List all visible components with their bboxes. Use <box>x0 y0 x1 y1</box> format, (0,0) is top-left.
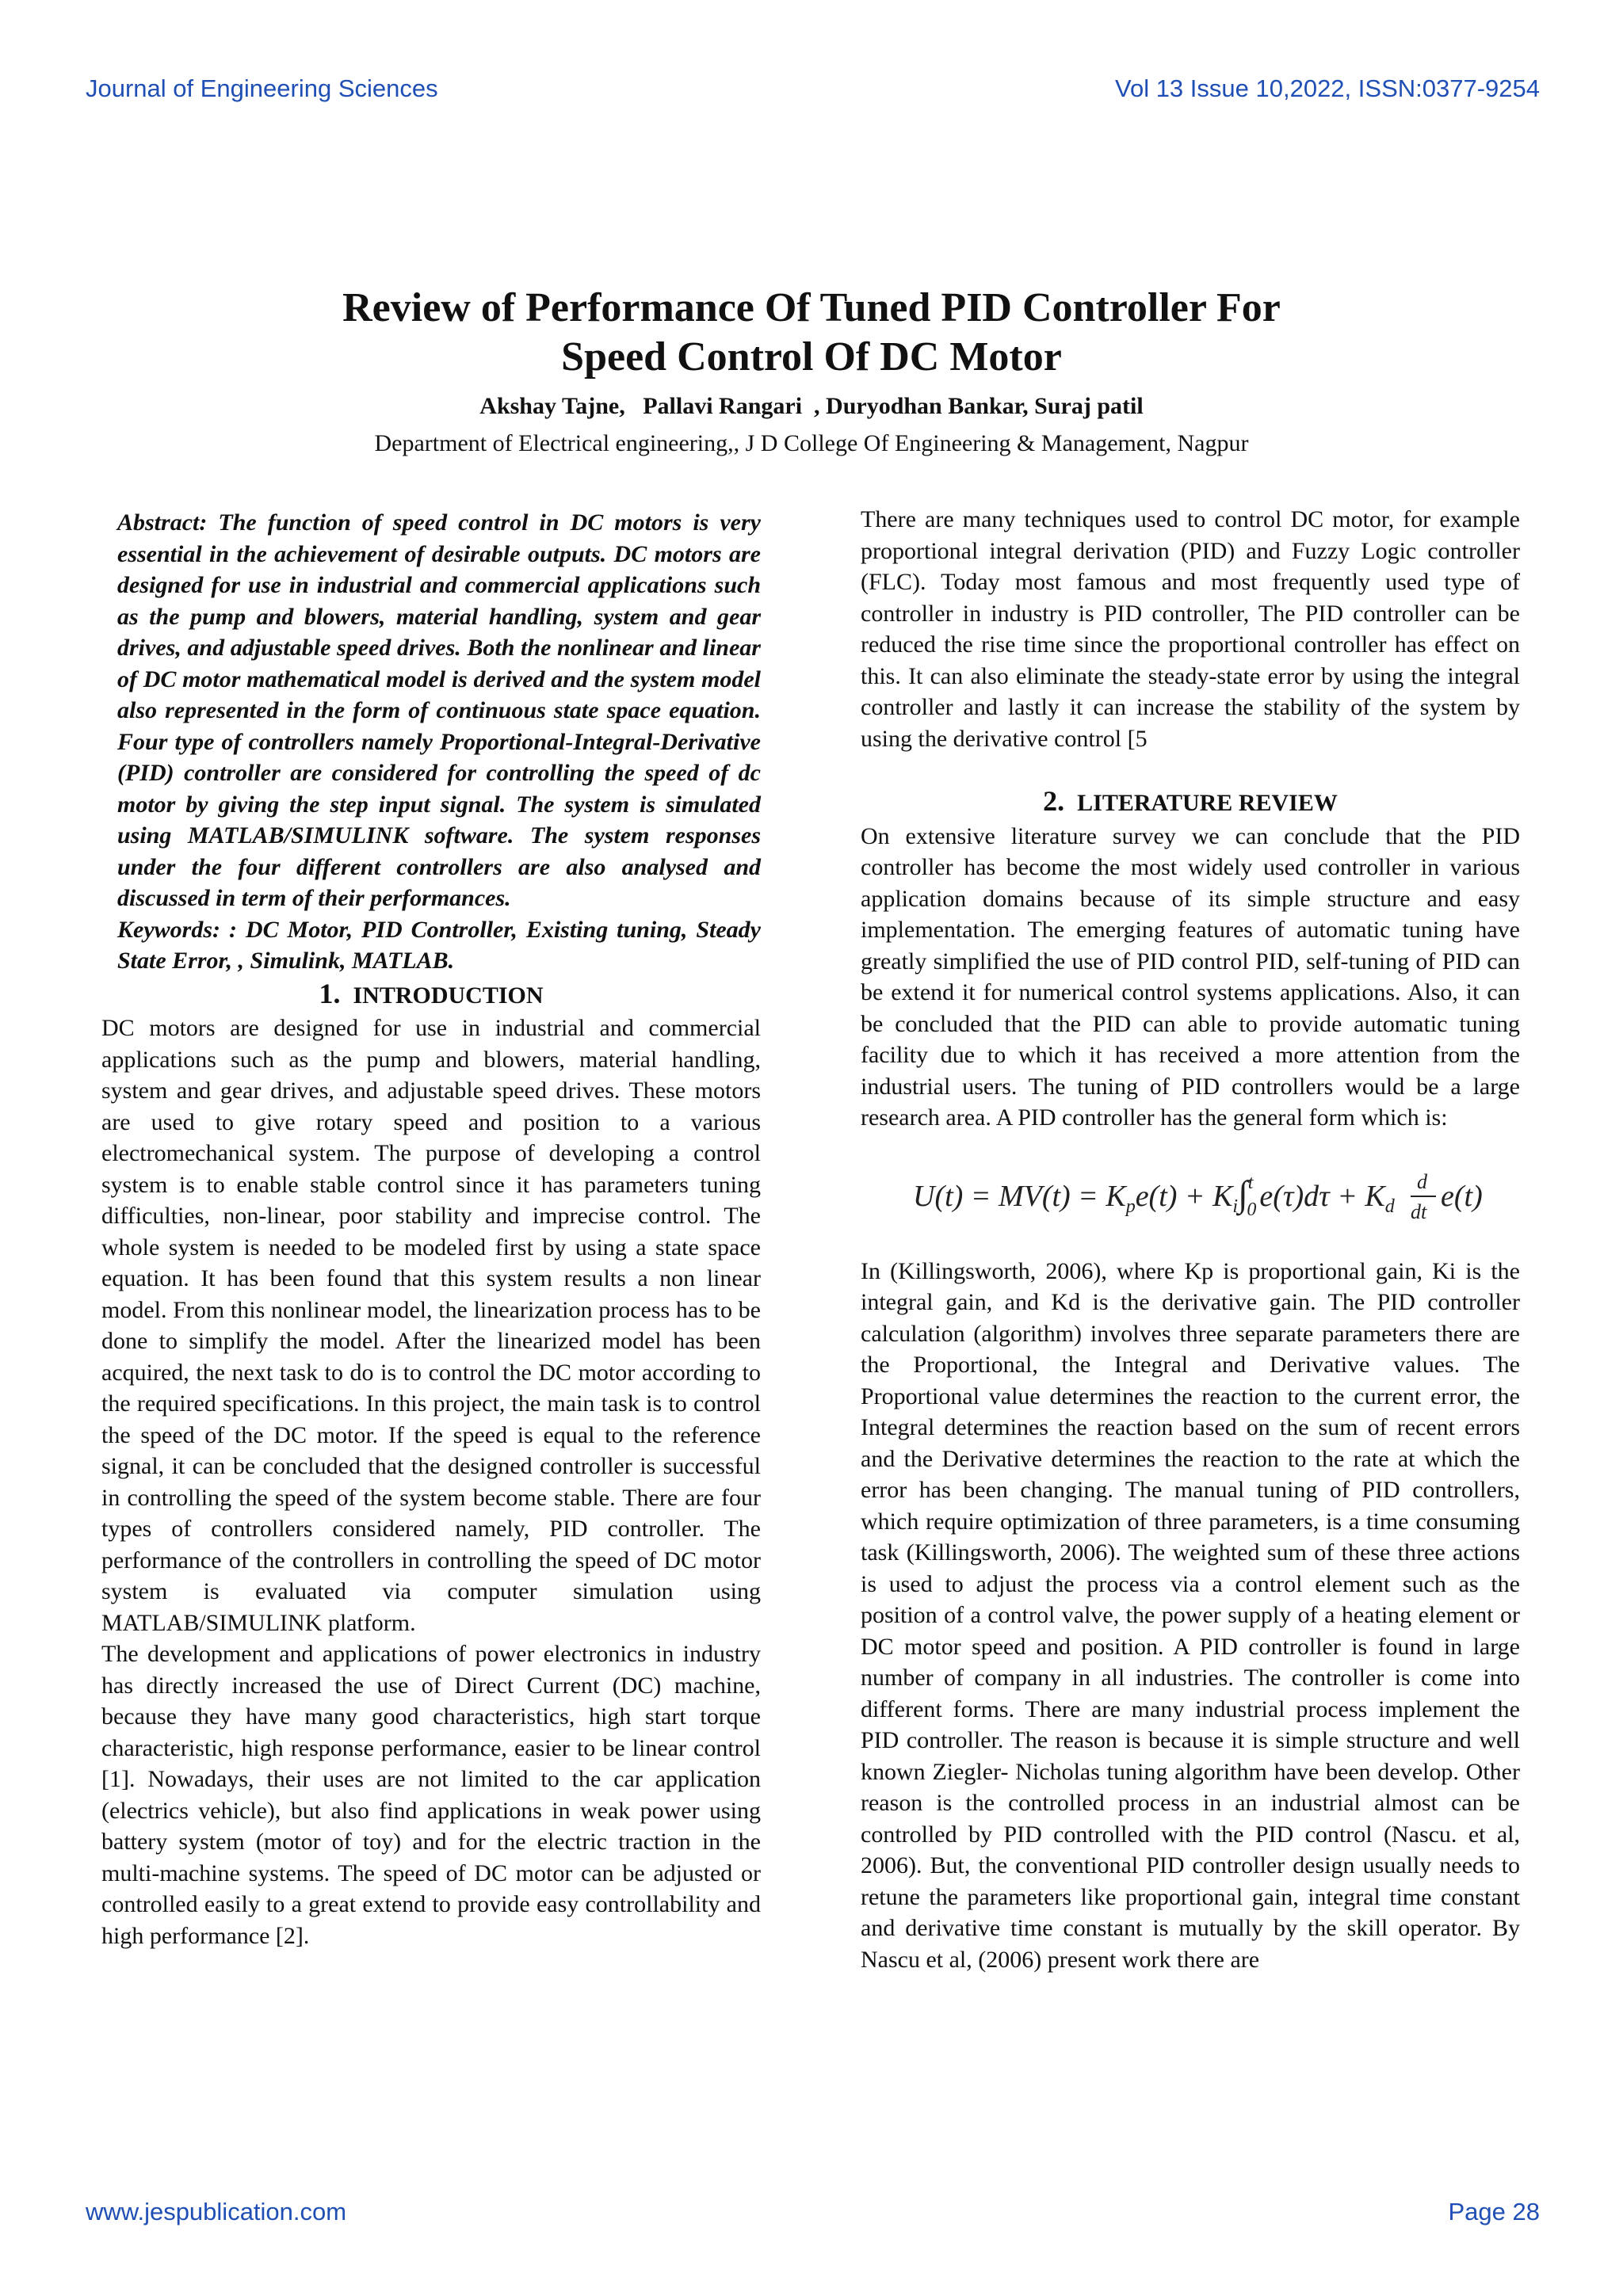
eq-kd: K <box>1365 1179 1385 1213</box>
svg-text:U(t) = MV(t) = Kpe(t) + Ki∫t0e <box>913 1173 1396 1220</box>
left-column <box>101 507 761 1951</box>
title-line-2: Speed Control Of DC Motor <box>561 334 1062 379</box>
eq-integral: ∫ <box>1238 1173 1248 1214</box>
volume-issue: Vol 13 Issue 10,2022, ISSN:0377-9254 <box>1114 74 1540 102</box>
title-line-1: Review of Performance Of Tuned PID Controller For <box>342 285 1281 330</box>
eq-d-numerator: d <box>1417 1169 1427 1193</box>
authors: Akshay Tajne, Pallavi Rangari , Duryodhan Bankar, Suraj patil <box>479 393 1144 419</box>
section-title: INTRODUCTION <box>353 982 544 1009</box>
intro-paragraph-1: DC motors are designed for use in industrial and commercial applications such as the pump and blowers, material handling, system and gear drives, and adjustable speed drives. These motors are used to give rotary speed and position to a various electromechanical system. The purpose of developing a control system is to enable stable control since it has parameters tuning difficulties, non-linear, poor stability and imprecise control. The whole system is needed to be modeled first by using a state space equation. It has been found that this system results a non linear model. From this nonlinear model, the linearization process has to be done to simplify the model. After the linearized model has been acquired, the next task to do is to control the DC motor according to the required specifications. In this project, the main task is to control the speed of the DC motor. If the speed is equal to the reference signal, it can be concluded that the designed controller is successful in controlling the speed of the system become stable. There are four types of controllers considered namely, PID controller. The performance of the controllers in controlling the speed of DC motor system is evaluated via computer simulation using MATLAB/SIMULINK platform. <box>101 1015 761 1636</box>
literature-paragraph-2: In (Killingsworth, 2006), where Kp is proportional gain, Ki is the integral gain, and Kd is the derivative gain. The PID controller calculation (algorithm) involves three separate parameters there are the Proportional, the Integral and Derivative values. The Proportional value determines the reaction to the current error, the Integral determines the reaction based on the sum of recent errors and the Derivative determines the reaction to the rate at which the error has been changing. The manual tuning of PID controllers, which require optimization of three parameters, is a time consuming task (Killingsworth, 2006). The weighted sum of these three actions is used to adjust the process via a control element such as the position of a control valve, the power supply of a heating element or DC motor speed and position. A PID controller is found in large number of company in all industries. The controller is come into different forms. There are many industrial process implement the PID controller. The reason is because it is simple structure and well known Ziegler- Nicholas tuning algorithm have been develop. Other reason is the controlled process in an industrial almost can be controlled by PID controlled with the PID control (Nascu. et al, 2006). But, the conventional PID controller design usually needs to retune the parameters like proportional gain, integral time constant and derivative time constant is mutually by the skill operator. By Nascu et al, (2006) present work there are <box>861 1257 1520 1973</box>
right-column <box>861 504 1520 1975</box>
eq-ki: K <box>1212 1179 1233 1213</box>
pid-equation <box>861 1146 1520 1245</box>
website-link[interactable]: www.jespublication.com <box>86 2198 347 2225</box>
abstract-text: Abstract: The function of speed control in DC motors is very essential in the achievement of desirable outputs. DC motors are designed for use in industrial and commercial applications such as the pump and blowers, material handling, system and gear drives, and adjustable speed drives. Both the nonlinear and linear of DC motor mathematical model is derived and the system model also represented in the form of continuous state space equation. Four type of controllers namely Proportional-Integral-Derivative (PID) controller are considered for controlling the speed of dc motor by giving the step input signal. The system is simulated using MATLAB/SIMULINK software. The system responses under the four different controllers are also analysed and discussed in term of their performances. <box>117 509 761 911</box>
journal-name: Journal of Engineering Sciences <box>86 74 438 102</box>
eq-lower: 0 <box>1247 1199 1257 1220</box>
pid-equation-svg <box>881 1152 1499 1239</box>
section-heading-introduction <box>101 978 761 1012</box>
eq-upper: t <box>1247 1172 1254 1193</box>
literature-paragraph-1: On extensive literature survey we can conclude that the PID controller has become the most widely used controller in various application domains because of its simple structure and easy implementation. The emerging features of automatic tuning have greatly simplified the use of PID control PID, self-tuning of PID can be extend it for numerical control systems applications. Also, it can be concluded that the PID can able to provide automatic tuning facility due to which it has received a more attention from the industrial users. The tuning of PID controllers would be a large research area. A PID controller has the general form which is: <box>861 822 1520 1131</box>
eq-d-denominator: dt <box>1411 1199 1427 1223</box>
eq-e1: e(t) + <box>1135 1179 1213 1213</box>
intro-paragraph-3: There are many techniques used to control DC motor, for example proportional integral derivation (PID) and Fuzzy Logic controller (FLC). Today most famous and most frequently used type of controller in industry is PID controller, The PID controller can be reduced the rise time since the proportional controller has effect on this. It can also eliminate the steady-state error by using the integral controller and lastly it can increase the stability of the system by using the derivative control [5 <box>861 506 1520 752</box>
section-number: 2. <box>1043 785 1065 817</box>
intro-paragraph-2: The development and applications of power electronics in industry has directly increased the use of Direct Current (DC) machine, because they have many good characteristics, high start torque characteristic, high response performance, easier to be linear control [1]. Nowadays, their uses are not limited to the car application (electrics vehicle), but also find applications in weak power using battery system (motor of toy) and for the electric traction in the multi-machine systems. The speed of DC motor can be adjusted or controlled easily to a great extend to provide easy controllability and high performance [2]. <box>101 1641 761 1949</box>
eq-kp-sub: p <box>1125 1196 1136 1217</box>
keywords: Keywords: : DC Motor, PID Controller, Existing tuning, Steady State Error, , Simulink, MATLAB. <box>117 916 761 974</box>
section-title: LITERATURE REVIEW <box>1077 790 1338 816</box>
eq-integrand: e(τ)dτ + <box>1259 1179 1365 1213</box>
eq-e2: e(t) <box>1441 1179 1483 1213</box>
affiliation: Department of Electrical engineering,, J D College Of Engineering & Management, Nagpur <box>374 430 1249 456</box>
paper-title <box>0 284 1623 382</box>
eq-ki-sub: i <box>1232 1196 1239 1217</box>
abstract <box>117 507 761 977</box>
section-number: 1. <box>319 977 341 1009</box>
eq-kp: K <box>1106 1179 1126 1213</box>
page-number: Page 28 <box>1448 2198 1540 2225</box>
section-heading-literature-review <box>861 786 1520 819</box>
eq-kd-sub: d <box>1384 1196 1395 1217</box>
eq-lhs: U(t) = MV(t) = <box>913 1179 1106 1213</box>
